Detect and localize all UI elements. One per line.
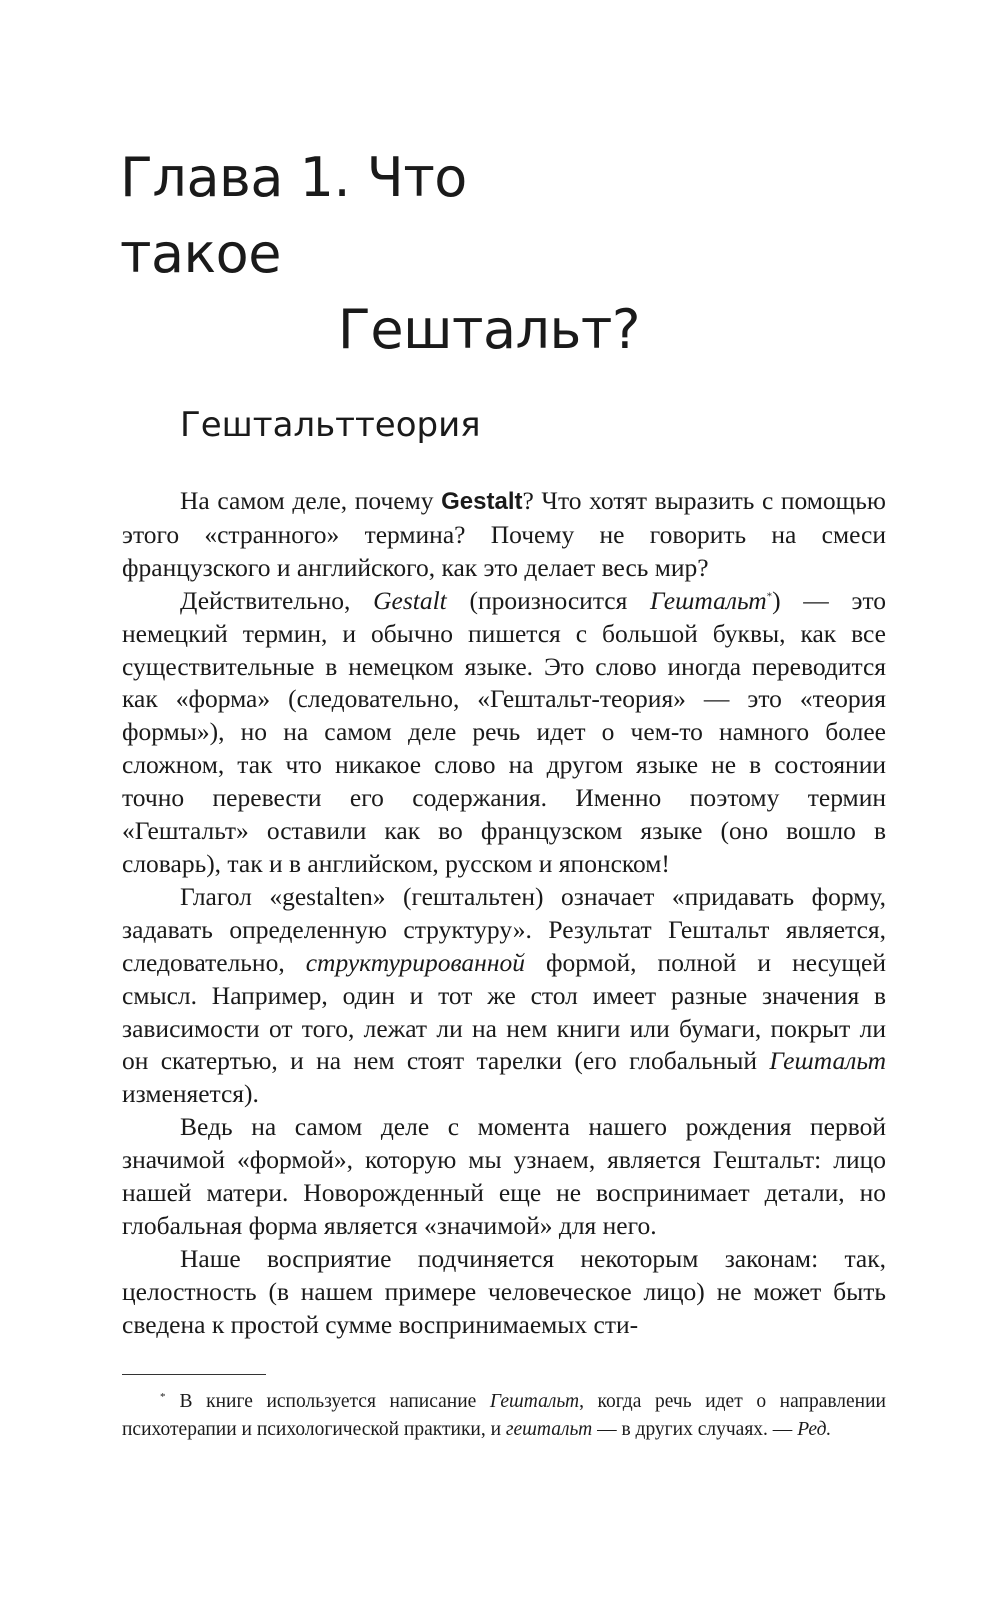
chapter-title-line-1: Глава 1. Что такое — [120, 146, 467, 285]
paragraph-2-text: Действительно, — [180, 585, 374, 615]
gestalt-bold-term: Gestalt — [441, 488, 523, 515]
footnote-marker: * — [766, 590, 773, 603]
footnote-text-end: — в других случаях. — — [592, 1419, 798, 1440]
chapter-title — [120, 140, 640, 368]
paragraph-2-text-end: ) — это немецкий термин, и обычно пишется с большой буквы, как все существительные в немецком языке. Это слово иногда переводится как «форма» (следовательно, «Гештальт-теория» — это «теория формы»), но на самом деле речь идет о чем-то намного более сложном, так что никакое слово на другом языке не в состоянии точно перевести его содержания. Именно поэтому термин «Гештальт» оставили как во французском языке (оно вошло в словарь), так и в английском, русском и японском! — [122, 585, 887, 878]
paragraph-1-text-end: ? Что хотят выразить с помощью этого «странного» термина? Почему не говорить на смеси французского и английского, как это делает весь мир? — [122, 486, 886, 582]
body-text — [122, 485, 886, 1342]
footnote-text: В книге используется написание — [179, 1391, 490, 1412]
geshtalt-italic-term-2: Гештальт — [769, 1046, 886, 1076]
paragraph-2 — [122, 585, 886, 881]
footnote-text-mid: , когда речь идет о направлении психотерапии и психологической практики, и — [122, 1391, 886, 1440]
paragraph-3 — [122, 881, 886, 1111]
paragraph-4: Ведь на самом деле с момента нашего рождения первой значимой «формой», которую мы узнаем, является Гештальт: лицо нашей матери. Новорожденный еще не воспринимает детали, но глобальная форма является «значимой» для него. — [122, 1112, 886, 1240]
chapter-title-line-2: Гештальт? — [337, 298, 640, 361]
paragraph-3-text-mid: формой, полной и несущей смысл. Например, один и тот же стол имеет разные значения в зависимости от того, лежат ли на нем книги или бумаги, покрыт ли он скатертью, и на нем стоят тарелки (его глобальный — [122, 947, 886, 1076]
structured-italic-term: структурированной — [305, 947, 525, 977]
section-title: Гештальттеория — [180, 405, 481, 445]
paragraph-3-text: Глагол «gestalten» (гештальтен) означает «придавать форму, задавать определенную структуру». Результат Гештальт является, следовательно, — [122, 881, 886, 977]
geshtalt-italic-term: Гештальт — [650, 585, 767, 615]
footnote-asterisk: * — [160, 1390, 166, 1403]
paragraph-3-text-end: изменяется). — [122, 1079, 259, 1109]
footnote-italic-term-2: гештальт — [505, 1419, 593, 1440]
footnote — [122, 1388, 886, 1444]
paragraph-1-text: На самом деле, почему — [180, 486, 442, 515]
gestalt-italic-term: Gestalt — [373, 585, 447, 615]
paragraph-5: Наше восприятие подчиняется некоторым законам: так, целостность (в нашем примере человеческое лицо) не может быть сведена к простой сумме воспринимаемых сти- — [122, 1243, 886, 1339]
paragraph-2-text-mid: (произносится — [446, 585, 651, 615]
paragraph-1 — [122, 485, 886, 585]
footnote-editor-mark: Ред. — [797, 1419, 832, 1440]
footnote-italic-term-1: Гештальт — [489, 1391, 580, 1412]
footnote-divider — [122, 1374, 266, 1375]
